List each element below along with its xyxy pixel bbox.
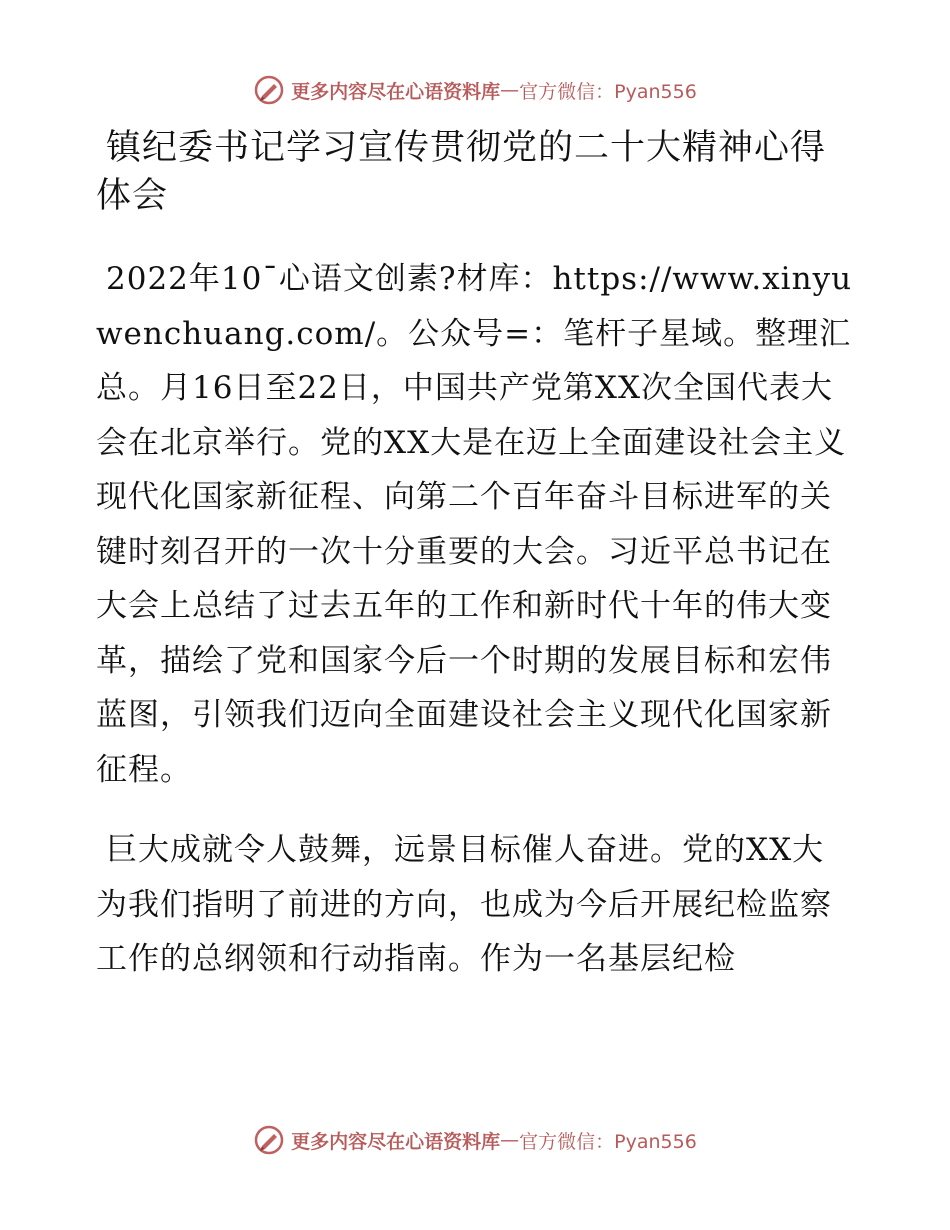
paragraph-2: 巨大成就令人鼓舞，远景目标催人奋进。党的XX大为我们指明了前进的方向，也成为今后开展纪检监察工作的总纲领和行动指南。作为一名基层纪检 bbox=[96, 832, 832, 977]
banner-dash: — bbox=[500, 1129, 520, 1151]
banner-site-text: 更多内容尽在心语资料库 bbox=[291, 80, 501, 103]
document-body bbox=[96, 124, 856, 987]
banner-dash: — bbox=[500, 79, 520, 101]
header-watermark-banner bbox=[0, 70, 950, 110]
banner-site-text: 更多内容尽在心语资料库 bbox=[291, 1130, 501, 1153]
banner-wechat-text: 官方微信：Pyan556 bbox=[519, 80, 697, 103]
pen-logo-icon bbox=[253, 74, 285, 106]
document-title: 镇纪委书记学习宣传贯彻党的二十大精神心得体会 bbox=[96, 128, 827, 216]
pen-logo-icon bbox=[253, 1124, 285, 1156]
footer-watermark-banner bbox=[0, 1120, 950, 1160]
paragraph-1: 2022年10¯心语文创素?材库：https://www.xinyuwenchuang.com/。公众号=：笔杆子星域。整理汇总。月16日至22日，中国共产党第XX次全国代表大会在北京举行。党的XX大是在迈上全面建设社会主义现代化国家新征程、向第二个百年奋斗目标进军的关键时刻召开的一次十分重要的大会。习近平总书记在大会上总结了过去五年的工作和新时代十年的伟大变革，描绘了党和国家今后一个时期的发展目标和宏伟蓝图，引领我们迈向全面建设社会主义现代化国家新征程。 bbox=[96, 261, 853, 788]
banner-wechat-text: 官方微信：Pyan556 bbox=[519, 1130, 697, 1153]
